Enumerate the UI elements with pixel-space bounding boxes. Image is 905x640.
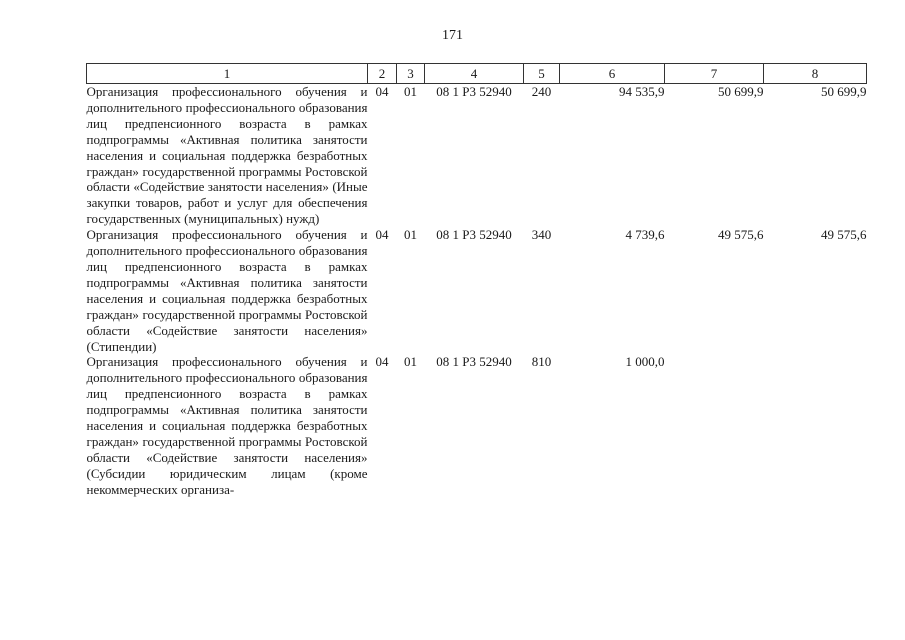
row-subsection-code: 01 xyxy=(404,227,417,243)
row-section-code: 04 xyxy=(375,354,389,370)
row-amount-col7: 50 699,9 xyxy=(718,84,764,99)
row-amount-col8 xyxy=(764,354,867,497)
table-row xyxy=(87,354,867,497)
row-target-article: 08 1 P3 52940 xyxy=(436,354,512,370)
row-description: Организация профессионального обучения и дополнительного профессионального образования лиц предпенсионного возраста в рамках подпрограммы «Активная политика занятости населения и социальная поддержка безработных граждан» государственной программы Ростовской области «Содействие занятости населения» (Иные закупки товаров, работ и услуг для обеспечения государственных (муниципальных) нужд) xyxy=(86,84,368,227)
row-amount-col6: 94 535,9 xyxy=(619,84,665,99)
row-amount-col8: 50 699,9 xyxy=(821,84,867,99)
column-header-2: 2 xyxy=(368,64,397,84)
row-amount-col6: 1 000,0 xyxy=(625,354,665,370)
column-header-4: 4 xyxy=(425,64,524,84)
row-amount-col6: 4 739,6 xyxy=(625,227,665,243)
column-header-5: 5 xyxy=(524,64,560,84)
page-number: 171 xyxy=(442,28,463,43)
column-header-8: 8 xyxy=(764,64,867,84)
row-expense-type: 340 xyxy=(531,227,552,243)
column-header-7: 7 xyxy=(665,64,764,84)
row-section-code: 04 xyxy=(375,84,389,99)
table-row xyxy=(87,84,867,228)
table-header-row xyxy=(87,64,867,84)
row-expense-type: 810 xyxy=(531,354,552,370)
row-description: Организация профессионального обучения и дополнительного профессионального образования лиц предпенсионного возраста в рамках подпрограммы «Активная политика занятости населения и социальная поддержка безработных граждан» государственной программы Ростовской области «Содействие занятости населения» (Субсидии юридическим лицам (кроме некоммерческих организа- xyxy=(86,354,368,497)
column-header-1: 1 xyxy=(87,64,368,84)
row-amount-col7: 49 575,6 xyxy=(718,227,764,243)
row-target-article: 08 1 P3 52940 xyxy=(436,84,512,99)
row-subsection-code: 01 xyxy=(404,354,417,370)
row-subsection-code: 01 xyxy=(404,84,417,99)
column-header-6: 6 xyxy=(560,64,665,84)
budget-table xyxy=(86,63,867,498)
column-header-3: 3 xyxy=(397,64,425,84)
row-description: Организация профессионального обучения и дополнительного профессионального образования лиц предпенсионного возраста в рамках подпрограммы «Активная политика занятости населения и социальная поддержка безработных граждан» государственной программы Ростовской области «Содействие занятости населения» (Стипендии) xyxy=(86,227,368,354)
row-section-code: 04 xyxy=(375,227,389,243)
table-row xyxy=(87,227,867,354)
row-amount-col8: 49 575,6 xyxy=(821,227,867,243)
row-expense-type: 240 xyxy=(531,84,552,99)
row-target-article: 08 1 P3 52940 xyxy=(436,227,512,243)
row-amount-col7 xyxy=(665,354,764,497)
